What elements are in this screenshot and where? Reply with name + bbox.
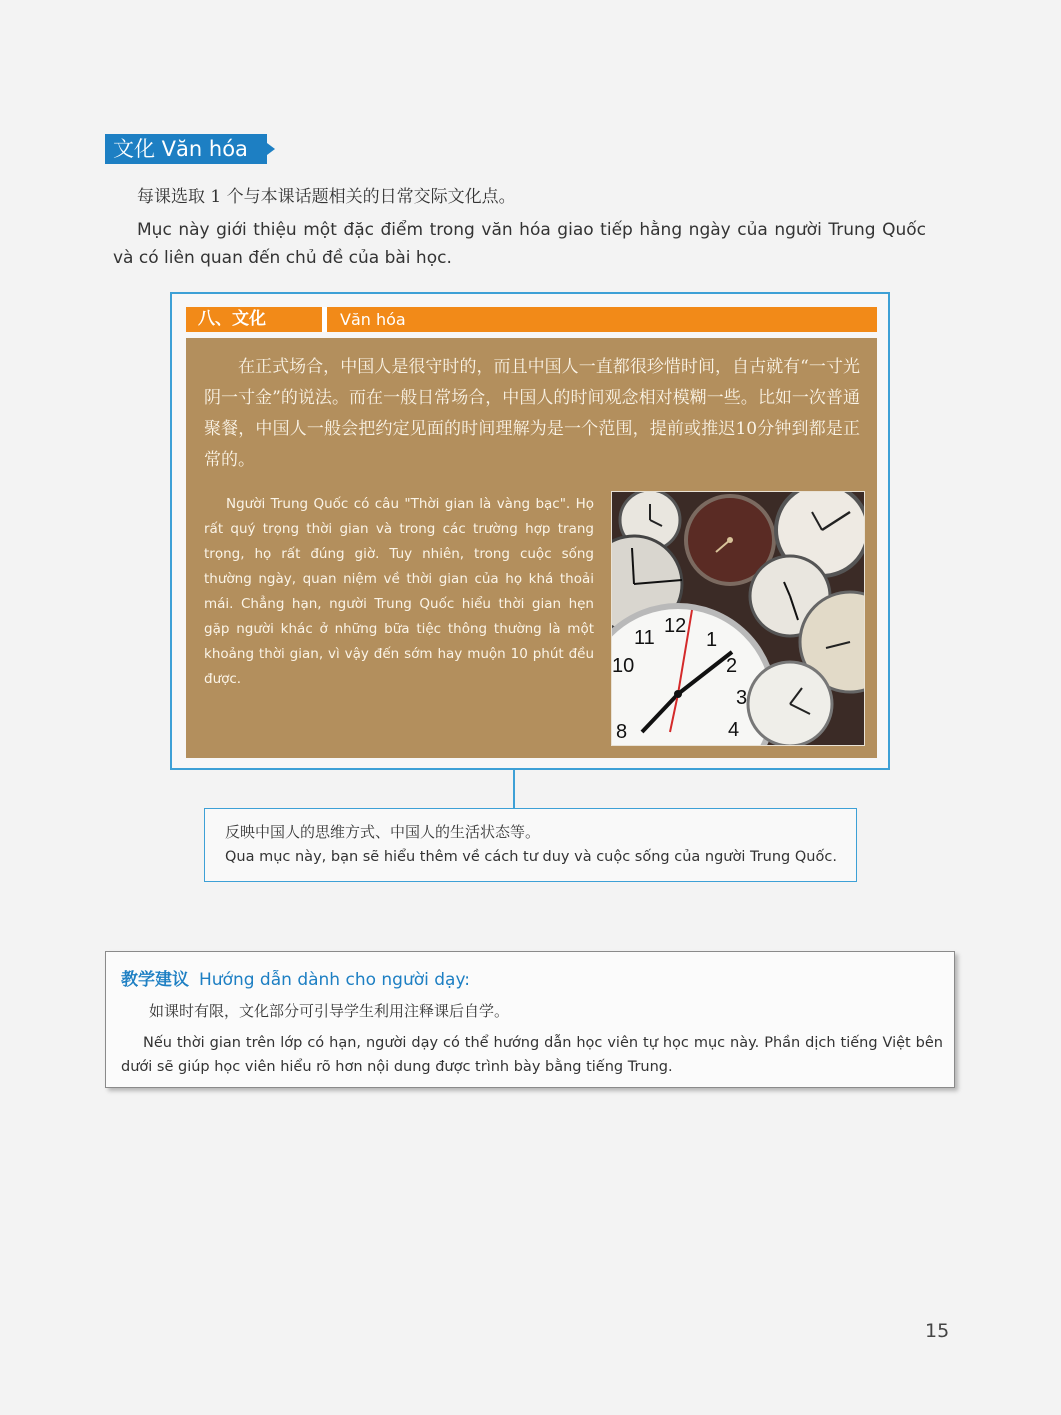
sample-body-vietnamese: Người Trung Quốc có câu "Thời gian là vàng bạc". Họ rất quý trọng thời gian và trong các trường hợp trang trọng, họ rất đúng giờ. Tuy nhiên, trong cuộc sống thường ngày, quan niệm về thời gian của họ khá thoải mái. Chẳng hạn, người Trung Quốc hiểu thời gian hẹn gặp người khác ở những bữa tiệc thông thường là một khoảng thời gian, vì vậy đến sớm hay muộn 10 phút đều được. bbox=[204, 496, 594, 687]
note-chinese: 反映中国人的思维方式、中国人的生活状态等。 bbox=[225, 823, 541, 841]
teacher-guidance-title bbox=[121, 965, 470, 990]
section-tag bbox=[105, 134, 267, 164]
intro-vietnamese: Mục này giới thiệu một đặc điểm trong văn hóa giao tiếp hằng ngày của người Trung Quốc và có liên quan đến chủ đề của bài học. bbox=[113, 220, 926, 268]
teacher-title-vietnamese: Hướng dẫn dành cho người dạy: bbox=[199, 970, 471, 990]
connector-line bbox=[513, 770, 515, 808]
note-vietnamese: Qua mục này, bạn sẽ hiểu thêm về cách tư duy và cuộc sống của người Trung Quốc. bbox=[225, 849, 837, 865]
clocks-photo bbox=[611, 491, 865, 746]
svg-text:3: 3 bbox=[736, 687, 748, 709]
sample-header bbox=[186, 307, 877, 332]
svg-text:1: 1 bbox=[706, 629, 718, 651]
header-divider bbox=[322, 307, 327, 332]
teacher-guidance-box bbox=[105, 951, 955, 1088]
intro-chinese: 每课选取 1 个与本课话题相关的日常交际文化点。 bbox=[137, 187, 516, 207]
teacher-title-chinese: 教学建议 bbox=[121, 970, 189, 990]
svg-text:12: 12 bbox=[664, 615, 687, 637]
svg-text:10: 10 bbox=[612, 655, 635, 677]
note-box bbox=[204, 808, 857, 882]
teacher-text-chinese: 如课时有限，文化部分可引导学生利用注释课后自学。 bbox=[149, 1002, 510, 1020]
sample-header-vietnamese: Văn hóa bbox=[340, 310, 406, 329]
tag-arrow-icon bbox=[267, 143, 275, 155]
page-number: 15 bbox=[925, 1320, 950, 1342]
section-tag-label: 文化 Văn hóa bbox=[113, 137, 248, 161]
svg-text:4: 4 bbox=[728, 719, 740, 741]
sample-header-chinese: 八、文化 bbox=[198, 309, 266, 329]
teacher-text-vietnamese: Nếu thời gian trên lớp có hạn, người dạy có thể hướng dẫn học viên tự học mục này. Phần dịch tiếng Việt bên dưới sẽ giúp học viên hiểu rõ hơn nội dung được trình bày bằng tiếng Trung. bbox=[121, 1035, 943, 1075]
svg-text:11: 11 bbox=[634, 627, 655, 649]
clocks-illustration-icon bbox=[612, 492, 864, 745]
sample-body-chinese: 在正式场合，中国人是很守时的，而且中国人一直都很珍惜时间，自古就有“一寸光阴一寸金”的说法。而在一般日常场合，中国人的时间观念相对模糊一些。比如一次普通聚餐，中国人一般会把约定见面的时间理解为是一个范围，提前或推迟10分钟到都是正常的。 bbox=[204, 357, 860, 470]
svg-text:2: 2 bbox=[726, 655, 738, 677]
svg-text:8: 8 bbox=[616, 721, 628, 743]
sample-body bbox=[186, 338, 877, 758]
